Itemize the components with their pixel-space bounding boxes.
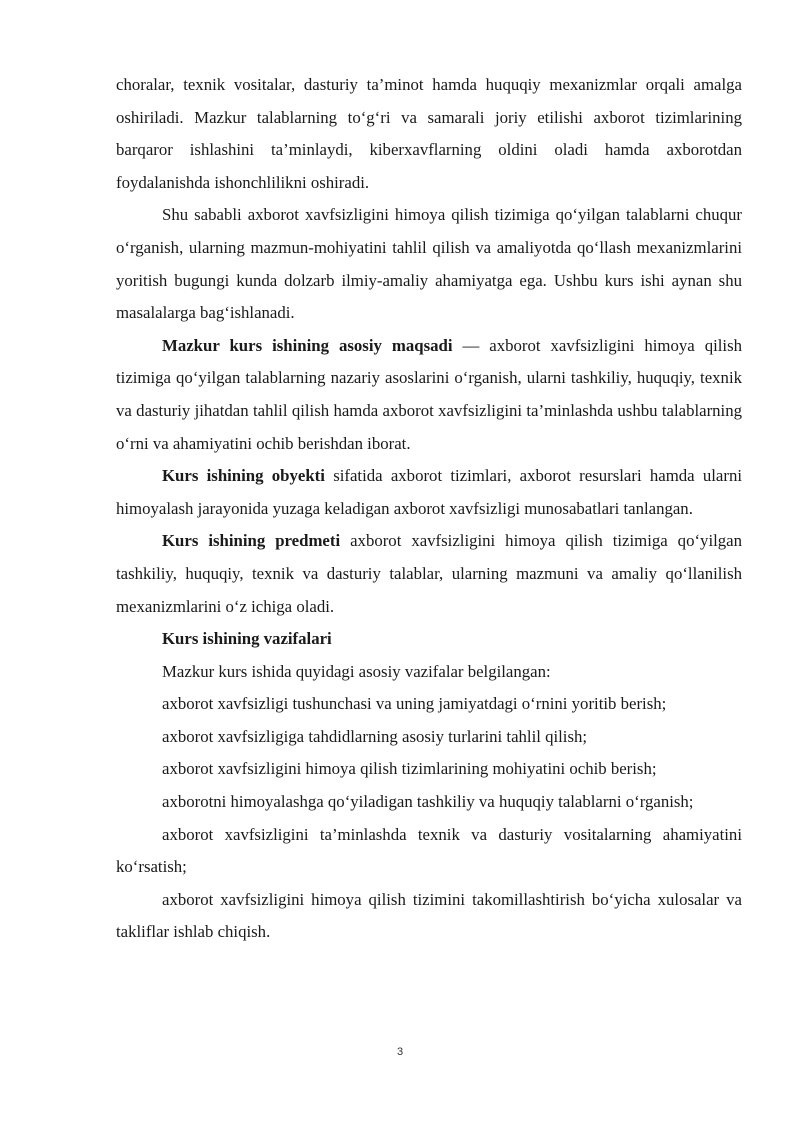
subject-heading: Kurs ishining predmeti <box>162 531 341 551</box>
task-item: axborotni himoyalashga qo‘yiladigan tashkiliy va huquqiy talablarni o‘rganish; <box>162 792 694 812</box>
subject-text: axborot xavfsizligini himoya qilish tizimiga qo‘yilgan tashkiliy, huquqiy, texnik va dasturiy talablar, ularning mazmuni va amaliy qo‘llanilish mexanizmlarini o‘z ichiga oladi. <box>116 531 742 616</box>
object-text: sifatida axborot tizimlari, axborot resurslari hamda ularni himoyalash jarayonida yuzaga keladigan axborot xavfsizligi munosabatlari tanlangan. <box>116 466 743 518</box>
page-number: 3 <box>396 1046 404 1058</box>
paragraph-relevance: Shu sababli axborot xavfsizligini himoya qilish tizimiga qo‘yilgan talablarni chuqur o‘rganish, ularning mazmun-mohiyatini tahlil qilish va amaliyotda qo‘llash mexanizmlarini yoritish bugungi kunda dolzarb ilmiy-amaliy ahamiyatga ega. Ushbu kurs ishi aynan shu masalalarga bag‘ishlanadi. <box>116 205 742 323</box>
goal-heading: Mazkur kurs ishining asosiy maqsadi <box>162 335 453 355</box>
task-item: axborot xavfsizligini himoya qilish tizimini takomillashtirish bo‘yicha xulosalar va takliflar ishlab chiqish. <box>116 889 742 942</box>
task-item: axborot xavfsizligini himoya qilish tizimlarining mohiyatini ochib berish; <box>162 759 657 779</box>
object-heading: Kurs ishining obyekti <box>162 466 325 486</box>
paragraph-subject <box>116 525 742 623</box>
task-item: axborot xavfsizligiga tahdidlarning asosiy turlarini tahlil qilish; <box>162 726 588 746</box>
page-body <box>116 69 742 949</box>
paragraph-object <box>116 460 742 525</box>
paragraph-goal <box>116 330 742 460</box>
task-item: axborot xavfsizligi tushunchasi va uning jamiyatdagi o‘rnini yoritib berish; <box>162 694 667 714</box>
paragraph-continuation: choralar, texnik vositalar, dasturiy ta’minot hamda huquqiy mexanizmlar orqali amalga oshiriladi. Mazkur talablarning to‘g‘ri va samarali joriy etilishi axborot tizimlarining barqaror ishlashini ta’minlaydi, kiberxavflarning oldini oladi hamda axborotdan foydalanishda ishonchlilikni oshiradi. <box>116 75 742 192</box>
goal-text: — axborot xavfsizligini himoya qilish tizimiga qo‘yilgan talablarning nazariy asoslarini o‘rganish, ularni tashkiliy, huquqiy, texnik va dasturiy jihatdan tahlil qilish hamda axborot xavfsizligini ta’minlashda ushbu talablarning o‘rni va ahamiyatini ochib berishdan iborat. <box>116 335 742 453</box>
task-item: axborot xavfsizligini ta’minlashda texnik va dasturiy vositalarning ahamiyatini ko‘rsatish; <box>116 824 742 877</box>
tasks-intro: Mazkur kurs ishida quyidagi asosiy vazifalar belgilangan: <box>162 661 551 681</box>
tasks-heading: Kurs ishining vazifalari <box>162 629 332 649</box>
